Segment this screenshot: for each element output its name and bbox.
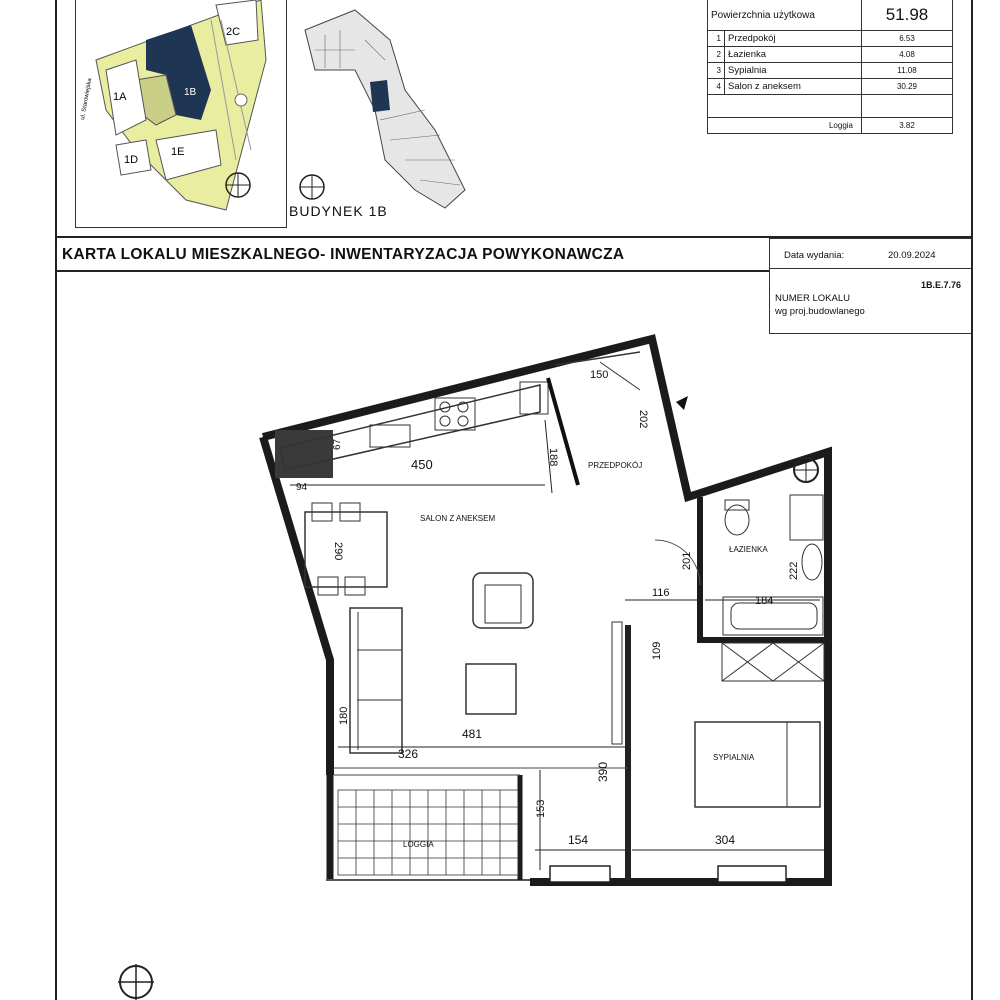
total-area-label: Powierzchnia użytkowa [708, 0, 862, 31]
dim-450: 450 [411, 457, 433, 472]
loggia-value: 3.82 [862, 118, 953, 134]
dim-116: 116 [652, 587, 670, 599]
dim-188: 188 [547, 448, 559, 467]
dim-202: 202 [637, 410, 649, 429]
unit-number-sublabel: wg proj.budowlanego [775, 306, 865, 317]
dim-150: 150 [590, 369, 609, 381]
dim-154: 154 [568, 833, 589, 847]
room-label-lazienka: ŁAZIENKA [729, 545, 768, 554]
dim-153: 153 [535, 799, 547, 818]
dining-table [305, 512, 387, 587]
room-number: 3 [708, 63, 725, 79]
room-area: 30.29 [862, 79, 953, 95]
unit-code: 1B.E.7.76 [920, 280, 961, 290]
room-number: 4 [708, 79, 725, 95]
room-area: 11.08 [862, 63, 953, 79]
wardrobe [722, 643, 824, 681]
building-label: BUDYNEK 1B [289, 203, 388, 219]
site-label-1a: 1A [113, 91, 127, 103]
room-area: 4.08 [862, 47, 953, 63]
dim-304: 304 [715, 833, 736, 847]
room-name: Salon z aneksem [725, 79, 862, 95]
dim-94: 94 [296, 482, 308, 493]
window [718, 866, 786, 882]
dim-201: 201 [681, 551, 693, 570]
room-name: Łazienka [725, 47, 862, 63]
unit-number-label: NUMER LOKALU [775, 293, 850, 304]
dim-180: 180 [338, 706, 350, 725]
dim-184: 184 [755, 595, 774, 607]
room-label-przedpokoj: PRZEDPOKÓJ [588, 461, 643, 470]
room-label-salon: SALON Z ANEKSEM [420, 514, 496, 523]
street-label: ul. Starowiejska [80, 77, 94, 121]
dim-390: 390 [596, 761, 610, 782]
armchair [473, 573, 533, 628]
washbasin [790, 495, 823, 540]
room-name: Sypialnia [725, 63, 862, 79]
room-area: 6.53 [862, 31, 953, 47]
window [550, 866, 610, 882]
dim-222: 222 [788, 561, 800, 580]
issue-date-label: Data wydania: [784, 250, 845, 261]
north-compass-icon [112, 958, 160, 1000]
site-label-2c: 2C [226, 26, 241, 38]
room-label-loggia: LOGGIA [403, 840, 434, 849]
room-name: Przedpokój [725, 31, 862, 47]
card-title: KARTA LOKALU MIESZKALNEGO- INWENTARYZACJA POWYKONAWCZA [62, 246, 625, 263]
entrance-arrow-icon [676, 396, 688, 410]
coffee-table [466, 664, 516, 714]
room-label-sypialnia: SYPIALNIA [713, 753, 755, 762]
loggia-floor-grid [338, 790, 518, 875]
dim-109: 109 [651, 641, 663, 660]
site-label-1d: 1D [124, 154, 139, 166]
room-number: 2 [708, 47, 725, 63]
dim-481: 481 [462, 727, 483, 741]
site-label-1e: 1E [171, 146, 185, 158]
room-number: 1 [708, 31, 725, 47]
site-label-1b: 1B [184, 87, 197, 98]
loggia-label: Loggia [708, 118, 862, 134]
bed [695, 722, 820, 807]
total-area-value: 51.98 [862, 0, 953, 31]
dim-290: 290 [332, 542, 344, 561]
dim-326: 326 [398, 747, 419, 761]
issue-date: 20.09.2024 [888, 250, 936, 261]
dim-67: 67 [332, 438, 343, 450]
